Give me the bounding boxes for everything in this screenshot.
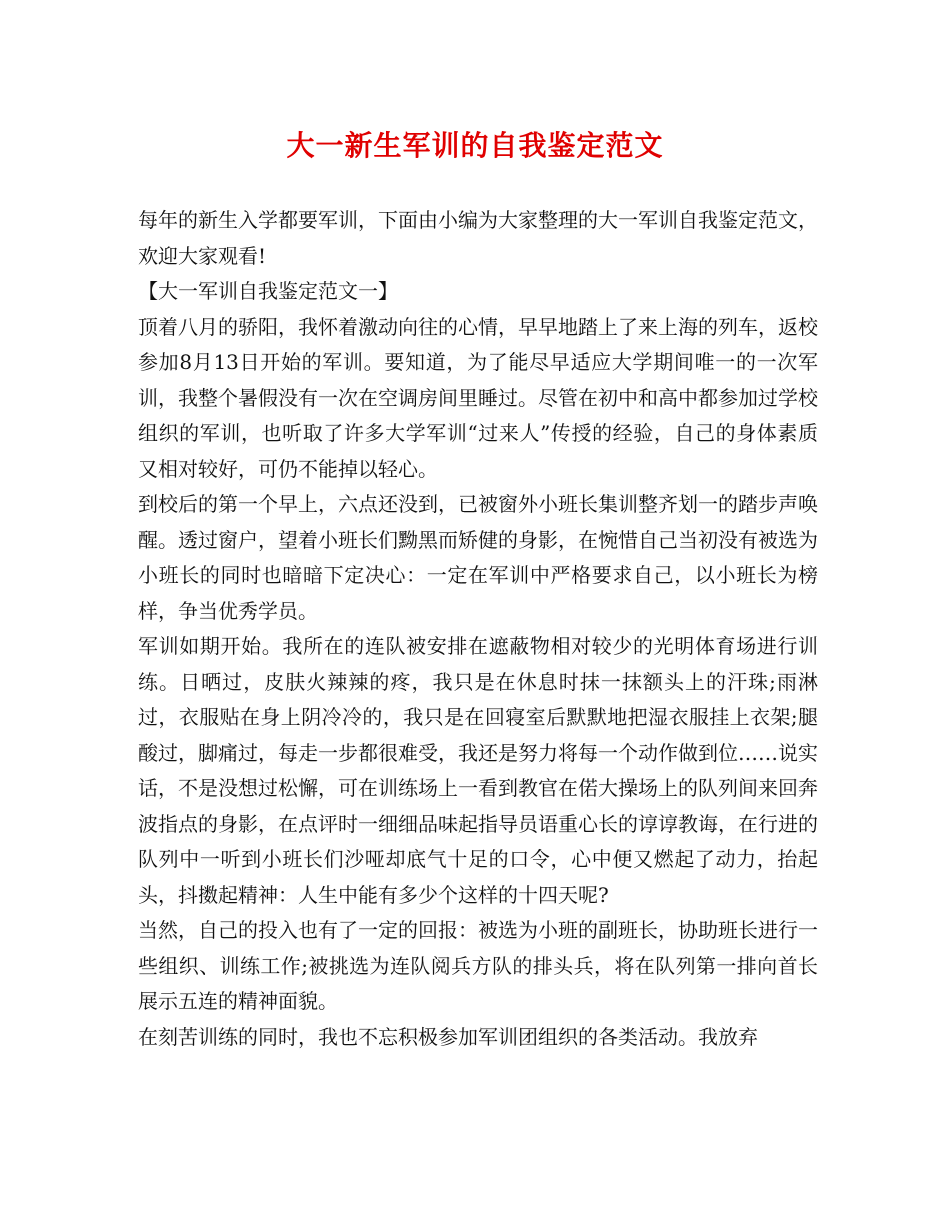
section-heading: 【大一军训自我鉴定范文一】: [138, 279, 398, 303]
paragraph: 在刻苦训练的同时，我也不忘积极参加军训团组织的各类活动。我放弃: [138, 1024, 758, 1049]
document-body: [138, 203, 818, 1055]
paragraph: 军训如期开始。我所在的连队被安排在遮蔽物相对较少的光明体育场进行训练。日晒过，皮肤火辣辣的疼，我只是在休息时抹一抹额头上的汗珠;雨淋过，衣服贴在身上阴冷冷的，我只是在回寝室后默默地把湿衣服挂上衣架;腿酸过，脚痛过，每走一步都很难受，我还是努力将每一个动作做到位……说实话，不是没想过松懈，可在训练场上一看到教官在偌大操场上的队列间来回奔波指点的身影，在点评时一细细品味起指导员语重心长的谆谆教诲，在行进的队列中一听到小班长们沙哑却底气十足的口令，心中便又燃起了动力，抬起头，抖擞起精神：人生中能有多少个这样的十四天呢?: [138, 634, 818, 907]
paragraph: 到校后的第一个早上，六点还没到，已被窗外小班长集训整齐划一的踏步声唤醒。透过窗户，望着小班长们黝黑而矫健的身影，在惋惜自己当初没有被选为小班长的同时也暗暗下定决心：一定在军训中严格要求自己，以小班长为榜样，争当优秀学员。: [138, 492, 818, 623]
document-title: 大一新生军训的自我鉴定范文: [286, 129, 664, 162]
paragraph-intro: 每年的新生入学都要军训，下面由小编为大家整理的大一军训自我鉴定范文，欢迎大家观看!: [138, 208, 818, 268]
paragraph: 顶着八月的骄阳，我怀着激动向往的心情，早早地踏上了来上海的列车，返校参加8月13日开始的军训。要知道，为了能尽早适应大学期间唯一的一次军训，我整个暑假没有一次在空调房间里睡过。尽管在初中和高中都参加过学校组织的军训，也听取了许多大学军训“过来人”传授的经验，自己的身体素质又相对较好，可仍不能掉以轻心。: [138, 314, 818, 481]
paragraph: 当然，自己的投入也有了一定的回报：被选为小班的副班长，协助班长进行一些组织、训练工作;被挑选为连队阅兵方队的排头兵，将在队列第一排向首长展示五连的精神面貌。: [138, 918, 818, 1013]
